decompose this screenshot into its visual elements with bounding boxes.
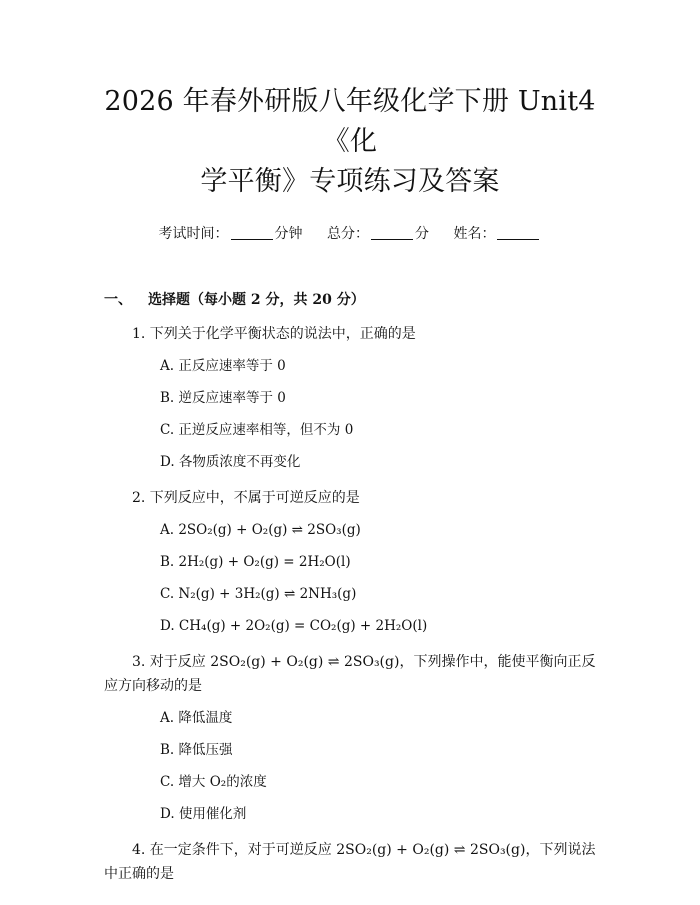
student-name xyxy=(453,224,541,244)
question-2-options xyxy=(104,518,596,638)
total-score xyxy=(327,224,429,244)
option-d: D. CH₄(g) + 2O₂(g) = CO₂(g) + 2H₂O(l) xyxy=(160,618,428,634)
option-b: B. 逆反应速率等于 0 xyxy=(160,390,286,406)
option-c: C. N₂(g) + 3H₂(g) ⇌ 2NH₃(g) xyxy=(160,586,357,602)
option-c: C. 正逆反应速率相等，但不为 0 xyxy=(160,422,354,438)
section-title: 选择题（每小题 2 分，共 20 分） xyxy=(148,292,365,308)
question-1 xyxy=(104,322,596,346)
question-text: 1. 下列关于化学平衡状态的说法中，正确的是 xyxy=(132,326,416,342)
section-heading xyxy=(104,290,596,310)
question-1-options xyxy=(104,354,596,474)
score-label: 总分： xyxy=(327,226,369,242)
time-blank xyxy=(231,225,273,240)
option-d: D. 使用催化剂 xyxy=(160,806,247,822)
title-line-2: 学平衡》专项练习及答案 xyxy=(200,166,500,197)
question-text: 3. 对于反应 2SO₂(g) + O₂(g) ⇌ 2SO₃(g)，下列操作中，能使平衡向正反应方向移动的是 xyxy=(104,654,596,694)
option-b: B. 降低压强 xyxy=(160,742,233,758)
score-blank xyxy=(371,225,413,240)
document-title xyxy=(104,82,596,202)
question-text: 4. 在一定条件下，对于可逆反应 2SO₂(g) + O₂(g) ⇌ 2SO₃(g)，下列说法中正确的是 xyxy=(104,842,596,882)
question-3 xyxy=(104,650,596,698)
exam-meta xyxy=(104,224,596,244)
option-a: A. 降低温度 xyxy=(160,710,233,726)
section-number: 一、 xyxy=(104,292,132,308)
option-d: D. 各物质浓度不再变化 xyxy=(160,454,301,470)
option-a: A. 正反应速率等于 0 xyxy=(160,358,286,374)
question-4 xyxy=(104,838,596,886)
name-blank xyxy=(497,225,539,240)
score-unit: 分 xyxy=(415,226,429,242)
question-3-options xyxy=(104,706,596,826)
option-b: B. 2H₂(g) + O₂(g) = 2H₂O(l) xyxy=(160,554,351,570)
option-c: C. 增大 O₂的浓度 xyxy=(160,774,267,790)
time-label: 考试时间： xyxy=(158,226,229,242)
time-unit: 分钟 xyxy=(274,226,303,242)
option-a: A. 2SO₂(g) + O₂(g) ⇌ 2SO₃(g) xyxy=(160,522,361,538)
question-2 xyxy=(104,486,596,510)
question-text: 2. 下列反应中，不属于可逆反应的是 xyxy=(132,490,360,506)
title-line-1: 2026 年春外研版八年级化学下册 Unit4《化 xyxy=(104,86,596,157)
exam-time xyxy=(159,224,303,244)
name-label: 姓名： xyxy=(453,226,496,242)
